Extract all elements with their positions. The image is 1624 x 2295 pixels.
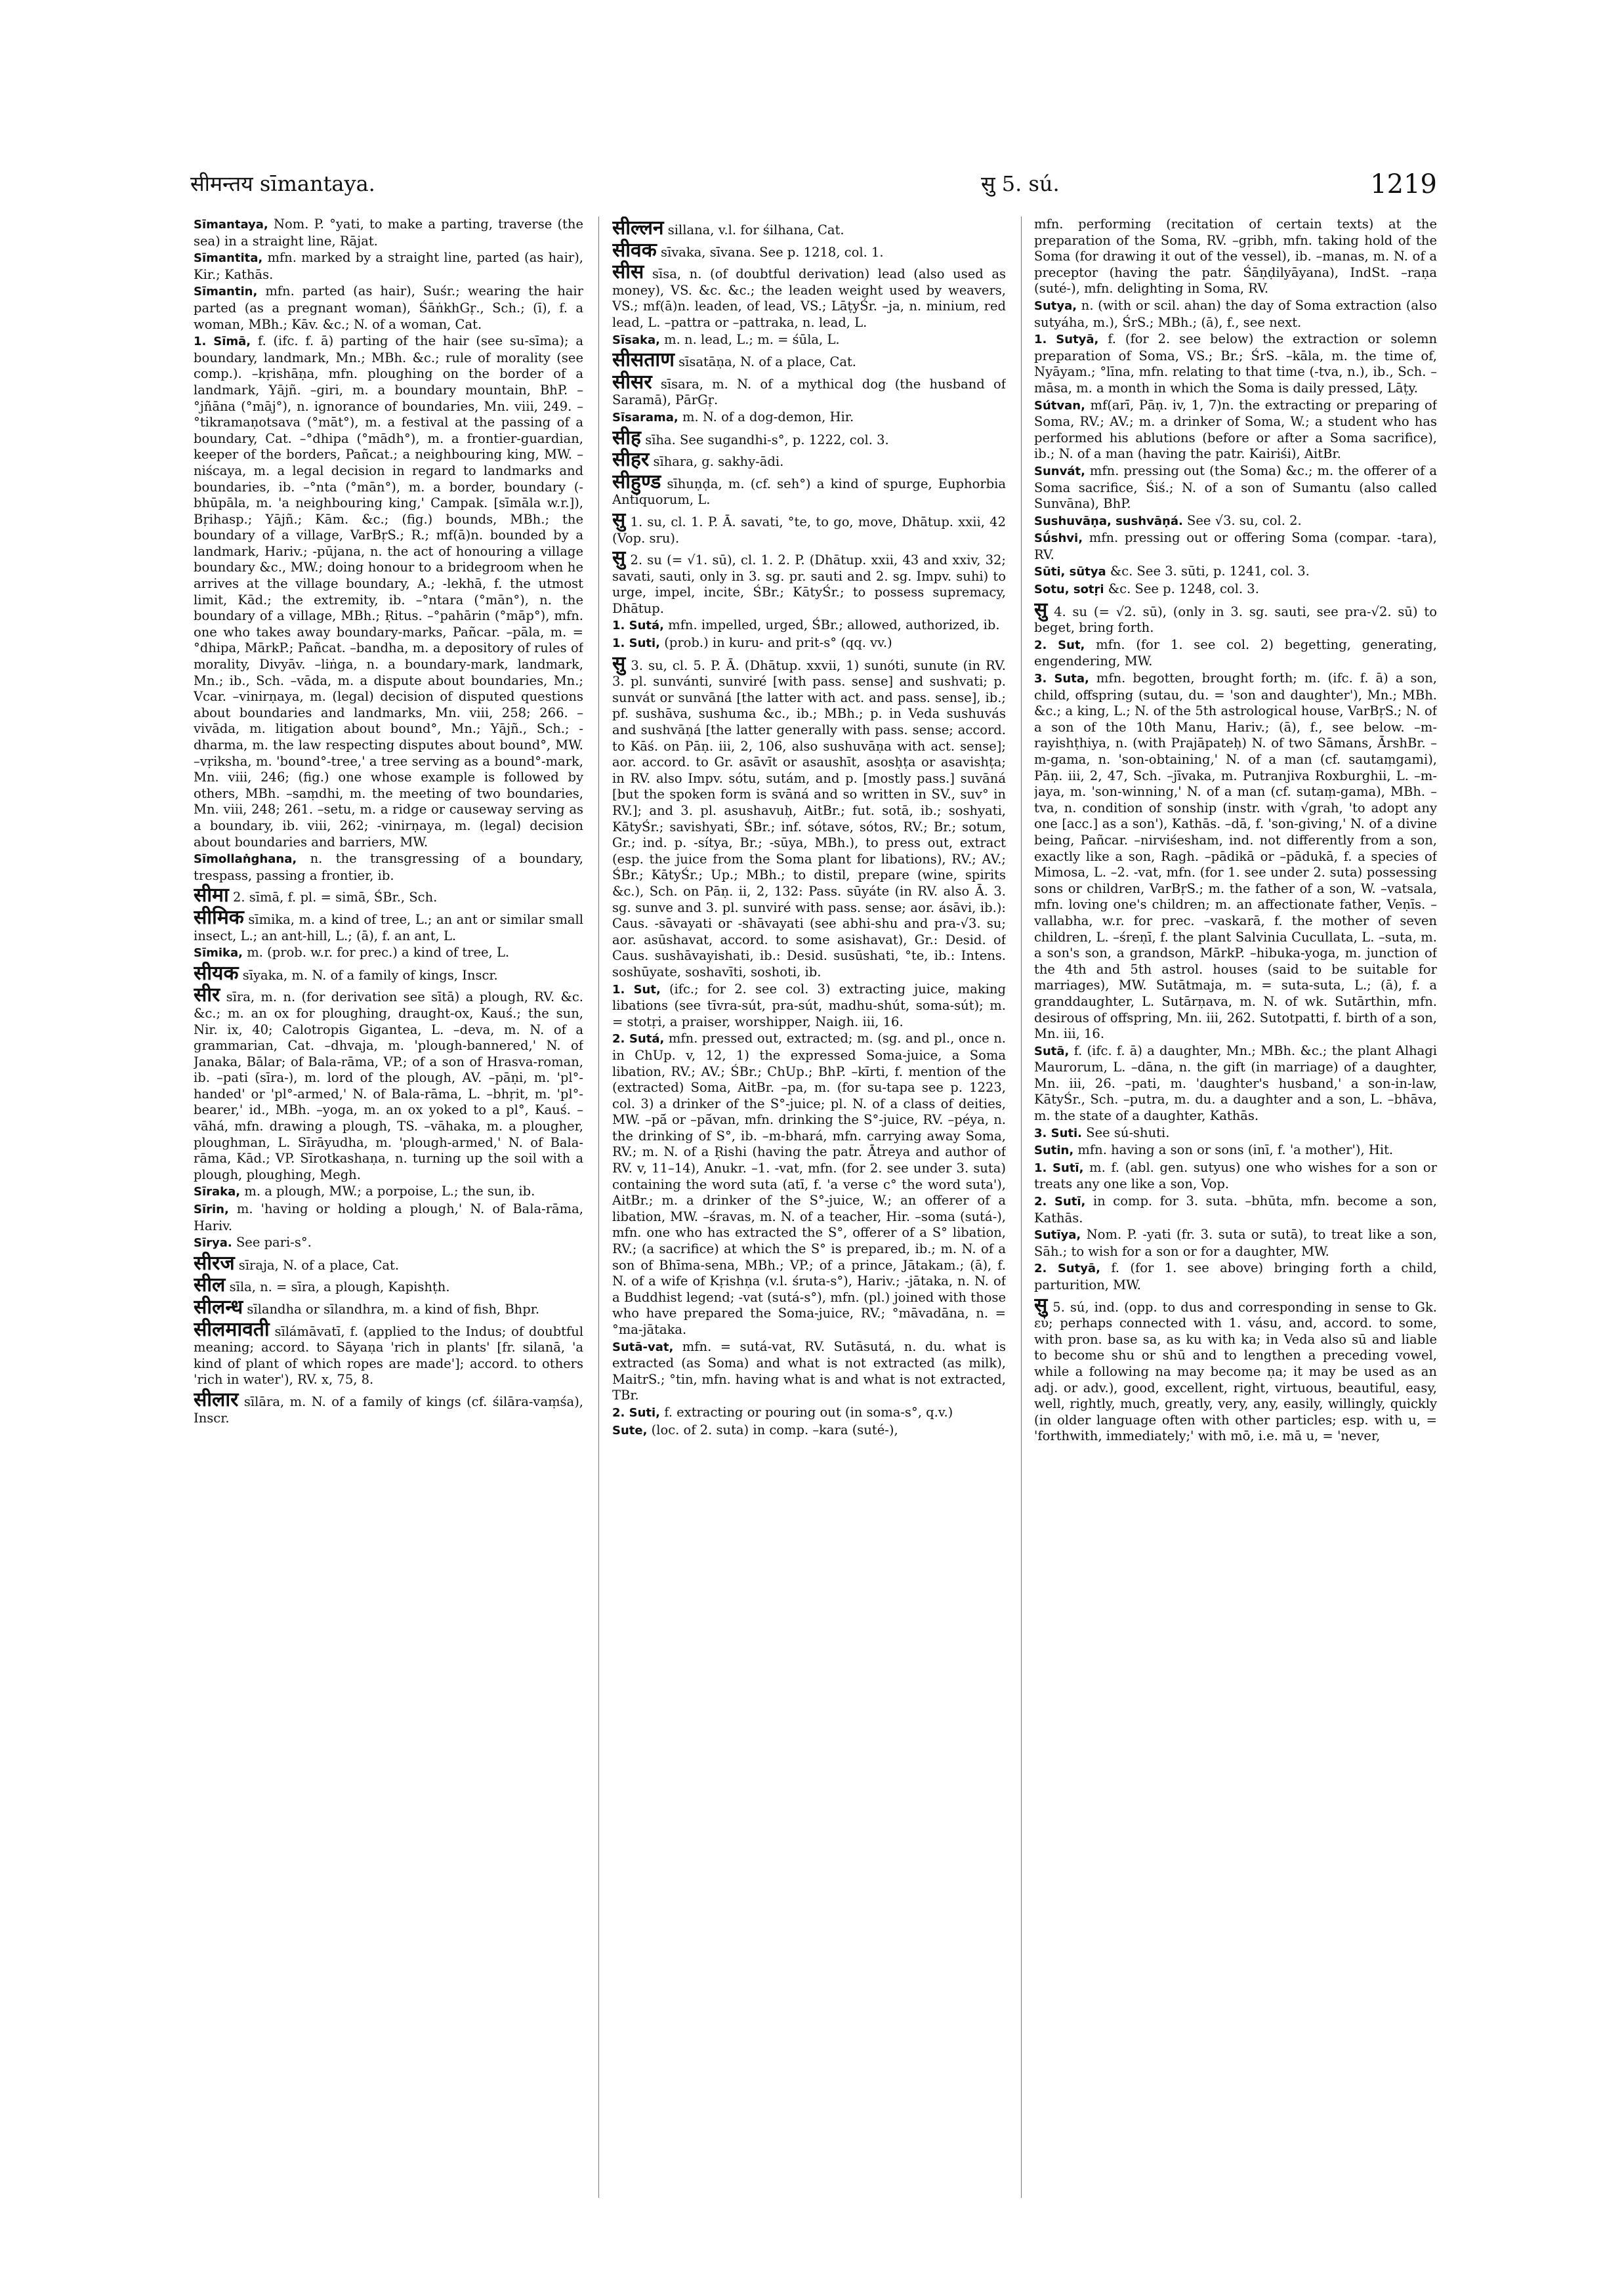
entry-headword: सीवक [612,238,657,262]
entry-headword: सील [194,1273,226,1297]
entry-headword: Sutya, [1034,299,1077,313]
dictionary-entry [194,905,583,944]
entry-text: 2. su (= √1. sū), cl. 1. 2. P. (Dhātup. xxii, 43 and xxiv, 32; savati, sauti, only in 3. sg. pr. sauti and 2. sg. Impv. suhi) to urge, impel, incite, ŚBr.; KātyŚr.; to possess supremacy, Dhātup. [612,552,1006,616]
entry-text: sīsatāṇa, N. of a place, Cat. [678,354,856,370]
entry-headword: Sīmika, [194,946,243,961]
entry-headword: सील्लन [612,217,664,239]
dictionary-entry [612,547,1006,617]
dictionary-entry [194,1296,583,1319]
dictionary-entry [194,983,583,1183]
entry-text: sīha. See sugandhi-s°, p. 1222, col. 3. [645,432,889,447]
dictionary-entry [612,409,1006,426]
entry-text: f. (for 2. see below) the extraction or solemn preparation of Soma, VS.; Br.; ŚrS. –kāla, m. the time of, Nyāyam.; °līna, mfn. relating to that time (-tva, n.), ib., Sch. –māsa, m. a month in which the Soma is daily pressed, Lāṭy. [1034,331,1437,396]
dictionary-entry [194,1184,583,1201]
entry-headword: Sushuvāṇa, sushvāṇá. [1034,514,1183,528]
entry-text: sīlāra, m. N. of a family of kings (cf. śilāra-vaṃśa), Inscr. [194,1394,583,1426]
entry-headword: Sunvát, [1034,464,1085,478]
entry-text: mfn. marked by a straight line, parted (as hair), Kir.; Kathās. [194,250,583,282]
dictionary-entry [612,651,1006,981]
entry-text: mfn. impelled, urged, ŚBr.; allowed, authorized, ib. [668,617,1000,633]
entry-headword: 1. Sīmā, [194,335,251,349]
entry-headword: सीरज [194,1251,235,1275]
entry-text: 2. sīmā, f. pl. = simā, ŚBr., Sch. [232,890,438,905]
entry-headword: सु [1034,1293,1048,1317]
entry-text: sīla, n. = sīra, a plough, Kapishṭh. [229,1279,450,1295]
dictionary-entry [1034,1043,1437,1125]
entry-text: Nom. P. -yati (fr. 3. suta or sutā), to treat like a son, Sāh.; to wish for a son or for a daughter, MW. [1034,1227,1437,1259]
entry-headword: Sīrya. [194,1236,232,1251]
entry-text: Nom. P. °yati, to make a parting, traverse (the sea) in a straight line, Rājat. [194,217,583,249]
column-1 [194,217,583,2204]
dictionary-entry [194,217,583,249]
entry-headword: 2. Suti, [612,1405,661,1420]
entry-text: m. (prob. w.r. for prec.) a kind of tree, L. [247,945,510,961]
dictionary-entry [1034,1160,1437,1193]
dictionary-entry [1034,1260,1437,1293]
entry-text: sīlámāvatī, f. (applied to the Indus; of doubtful meaning; accord. to Sāyaṇa 'rich in plants' [fr. silanā, 'a kind of plant of which ropes are made']; accord. to others 'rich in water'), RV. x, 75, 8. [194,1323,583,1388]
entry-headword: Sutin, [1034,1144,1074,1158]
entry-headword: सीमा [194,884,229,907]
entry-text: sīmika, m. a kind of tree, L.; an ant or similar small insect, L.; an ant-hill, L.; (ā), f. an ant, L. [194,911,583,943]
entry-headword: Sīmantin, [194,285,258,299]
entry-headword: Sū́shvi, [1034,531,1083,546]
entry-text: sīhara, g. sakhy-ādi. [653,454,784,470]
dictionary-entry [612,617,1006,634]
entry-text: 4. su (= √2. sū), (only in 3. sg. sauti, see pra-√2. sū) to beget, bring forth. [1034,604,1437,636]
entry-text: (ifc.; for 2. see col. 3) extracting juice, making libations (see tīvra-sút, pra-sút, madhu-shút, soma-sút); m. = stotṛi, a praiser, worshipper, Naigh. iii, 16. [612,981,1006,1029]
entry-headword: सीहर [612,448,650,472]
entry-text: f. extracting or pouring out (in soma-s°, q.v.) [664,1404,953,1420]
entry-text: n. the transgressing of a boundary, trespass, passing a frontier, ib. [194,851,583,883]
entry-headword: सीमिक [194,905,244,929]
entry-text: sīyaka, m. N. of a family of kings, Inscr. [242,967,498,983]
entry-text: sīraja, N. of a place, Cat. [238,1257,400,1273]
entry-headword: 3. Suti. [1034,1126,1083,1140]
dictionary-entry [612,1405,1006,1422]
entry-text: See sú-shuti. [1086,1125,1170,1140]
dictionary-entry [194,851,583,884]
entry-headword: 1. Suti, [612,636,661,651]
page-header [190,169,1437,209]
entry-headword: सीस [612,260,644,284]
entry-headword: सीर [194,983,220,1007]
dictionary-entry [1034,217,1437,297]
dictionary-entry [612,260,1006,331]
entry-text: mfn. pressing out or offering Soma (compar. -tara), RV. [1034,530,1437,562]
column-divider-2 [1021,217,1022,2198]
entry-text: See pari-s°. [236,1235,312,1251]
dictionary-entry [612,370,1006,409]
entry-headword: Sīmantita, [194,251,263,266]
entry-text: &c. See p. 1248, col. 3. [1108,581,1259,597]
entry-text: sīhuṇḍa, m. (cf. seh°) a kind of spurge, Euphorbia Antiquorum, L. [612,476,1006,508]
dictionary-entry [194,333,583,850]
dictionary-entry [612,635,1006,652]
entry-headword: Sotu, sotṛi [1034,583,1104,597]
dictionary-entry [194,1201,583,1234]
entry-headword: Sutā-vat, [612,1340,674,1354]
dictionary-entry [612,332,1006,349]
entry-text: 5. sú, ind. (opp. to dus and corresponding in sense to Gk. εὖ; perhaps connected with 1. vásu, and, accord. to some, with pron. base sa, as ku with ka; in Veda also sū and liable to become shu or shū and to lengthen a preceding vowel, while a following na may become ṇa; it may be used as an adj. or adv.), good, excellent, right, virtuous, beautiful, easy, well, rightly, much, greatly, very, any, easily, willingly, quickly (in older language often with other particles; esp. with u, = 'forthwith, immediately;' with mō, i.e. mā u, = 'never, [1034,1299,1437,1444]
entry-text: n. (with or scil. ahan) the day of Soma extraction (also sutyáha, m.), ŚrS.; MBh.; (ā), f., see next. [1034,297,1437,330]
dictionary-entry [1034,530,1437,563]
entry-text: See √3. su, col. 2. [1187,512,1302,528]
dictionary-entry [194,1273,583,1297]
dictionary-entry [194,1235,583,1252]
entry-headword: 2. Sutī, [1034,1195,1086,1209]
entry-text: m. a plough, MW.; a porpoise, L.; the sun, ib. [244,1184,535,1199]
dictionary-entry [1034,637,1437,670]
entry-text: mfn. = sutá-vat, RV. Sutāsutá, n. du. what is extracted (as Soma) and what is not extracted (as milk), MaitrS.; °tin, mfn. having what is and what is not extracted, TBr. [612,1338,1006,1403]
entry-text: in comp. for 3. suta. –bhūta, mfn. become a son, Kathās. [1034,1193,1437,1226]
entry-text: &c. See 3. sūti, p. 1241, col. 3. [1110,564,1310,579]
entry-text: mf(arī, Pāṇ. iv, 1, 7)n. the extracting or preparing of Soma, RV.; AV.; m. a drinker of Soma, W.; a student who has performed his ablutions (before or after a Soma sacrifice), ib.; N. of a man (having the patr. Kairiśi), AitBr. [1034,397,1437,462]
entry-headword: Sīraka, [194,1185,241,1199]
entry-text: mfn. (for 1. see col. 2) begetting, generating, engendering, MW. [1034,636,1437,669]
dictionary-entry [1034,1193,1437,1226]
dictionary-entry [612,238,1006,262]
entry-text: m. N. of a dog-demon, Hir. [682,409,854,424]
dictionary-entry [612,348,1006,372]
entry-text: m. n. lead, L.; m. = śūla, L. [664,331,840,347]
entry-text: f. (ifc. f. ā) parting of the hair (see su-sīma); a boundary, landmark, Mn.; MBh. &c.; rule of morality (see comp.). –kṛishāṇa, mfn. ploughing on the border of a landmark, Yājñ. –giri, m. a boundary mountain, BhP. –°jñāna (°māj°), n. ignorance of boundaries, Mn. viii, 249. –°tikramaṇotsava (°māt°), m. a festival at the passing of a boundary, Cat. –°dhipa (°mādh°), m. a frontier-guardian, keeper of the borders, Pañcat.; a neighbouring king, MW. –niścaya, m. a legal decision in regard to landmarks and boundaries, ib. –°nta (°mān°), m. a border, boundary (-bhūpāla, m. 'a neighbouring king,' Campak. [sīmāla w.r.]), Bṛihasp.; Yājñ.; Kām. &c.; (fig.) bounds, MBh.; the boundary of a village, VarBṛS.; R.; mf(ā)n. bounded by a landmark, Hariv.; -pūjana, n. the act of honouring a village boundary &c., MW.; doing honour to a bridegroom when he arrives at the village boundary, A.; -lekhā, f. the utmost limit, Kād.; the extremity, ib. –°ntara (°mān°), n. the boundary of a village, MBh.; Ṛitus. –°pahārin (°māp°), mfn. one who takes away boundary-marks, Pañcar. –pāla, m. = °dhipa, MārkP.; Pañcat. –bandha, m. a depository of rules of morality, Divyāv. –liṅga, n. a boundary-mark, landmark, Mn.; ib., Sch. –vāda, m. a dispute about boundaries, Mn.; Vcar. –vinirṇaya, m. (legal) decision of disputed questions about boundaries and landmarks, Mn. viii, 258; 266. –vivāda, m. litigation about bound°, Mn.; Yājñ., Sch.; -dharma, m. the law respecting disputes about bound°, MW. –vṛiksha, m. 'bound°-tree,' a tree serving as a bound°-mark, Mn. viii, 246; (fig.) one whose example is followed by others, MBh. –saṃdhi, m. the meeting of two boundaries, Mn. viii, 248; 261. –setu, m. a ridge or causeway serving as a boundary, ib. viii, 262; -vinirṇaya, m. (legal) decision about boundaries and barriers, MW. [194,333,583,850]
entry-headword: सु [612,508,626,531]
dictionary-entry [194,884,583,907]
entry-headword: 2. Sutyā, [1034,1262,1100,1276]
entry-headword: Sūti, sūtya [1034,565,1106,579]
entry-text: mfn. pressed out, extracted; m. (sg. and pl., once n. in ChUp. v, 12, 1) the expressed Soma-juice, a Soma libation, RV.; AV.; ŚBr.; ChUp.; BhP. –kīrti, f. mention of the (extracted) Soma, AitBr. –pa, m. (for su-tapa see p. 1223, col. 3) a drinker of the S°-juice; pl. N. of a class of deities, MW. –pā́ or –pā́van, mfn. drinking the S°-juice, RV. –péya, n. the drinking of S°, ib. –m-bhará, mfn. carrying away Soma, RV.; m. N. of a Ṛishi (having the patr. Ātreya and author of RV. v, 11–14), Anukr. –1. -vat, mfn. (for 2. see under 3. suta) containing the word suta (atī, f. 'a verse c° the word suta'), AitBr.; m. a drinker of the S°-juice, W.; an offerer of a libation, MW. –śravas, m. N. of a teacher, Hir. –soma (sutá-), mfn. one who has extracted the S°, offerer of a S° libation, RV.; (a sacrifice) at which the S° is prepared, ib.; m. N. of a son of Bhīma-sena, MBh.; VP.; of a prince, Jātakam.; (ā), f. N. of a wife of Kṛishṇa (v.l. śruta-s°), Hariv.; -jātaka, n. N. of a Buddhist legend; -vat (sutá-s°), mfn. (pl.) joined with those who have prepared the Soma-juice, RV.; °māvadāna, n. = °ma-jātaka. [612,1031,1006,1337]
dictionary-entry [1034,1293,1437,1445]
entry-text: m. f. (abl. gen. sutyus) one who wishes for a son or treats any one like a son, Vop. [1034,1159,1437,1192]
entry-text: mfn. parted (as hair), Suśr.; wearing the hair parted (as a pregnant woman), ŚāṅkhGṛ., Sch.; (ī), f. a woman, MBh.; Kāv. &c.; N. of a woman, Cat. [194,283,583,332]
dictionary-entry [194,1251,583,1275]
column-divider-1 [598,217,599,2198]
entry-headword: सीसताण [612,348,675,372]
page-number: 1219 [1370,169,1437,199]
dictionary-entry [1034,331,1437,396]
entry-headword: Sīsaka, [612,333,660,347]
entry-text: mfn. pressing out (the Soma) &c.; m. the offerer of a Soma sacrifice, Śiś.; N. of a son of Sumantu (also called Sunvāna), BhP. [1034,463,1437,512]
dictionary-entry [1034,1125,1437,1142]
entry-headword: सीह [612,426,641,449]
entry-text: sillana, v.l. for śilhana, Cat. [667,222,844,238]
entry-headword: 1. Sutī, [1034,1161,1084,1175]
entry-headword: सीसर [612,370,652,394]
entry-text: sīra, m. n. (for derivation see sītā) a plough, RV. &c. &c.; m. an ox for ploughing, draught-ox, Kauś.; the sun, Nir. ix, 40; Calotropis Gigantea, L. –deva, m. N. of a grammarian, Cat. –dhvaja, m. 'plough-bannered,' N. of Janaka, Bālar; of Bala-rāma, VP.; of a son of Hrasva-roman, ib. –pati (sīra-), m. lord of the plough, AV. –pāṇi, m. 'pl°-handed' or 'pl°-armed,' N. of Bala-rāma, L. –bhṛit, m. 'pl°-bearer,' id., MBh. –yoga, m. an ox yoked to a pl°, Kauś. –vāhá, mfn. drawing a plough, TS. –vāhaka, m. a plougher, ploughman, L. Sīrāyudha, m. 'plough-armed,' N. of Bala-rāma, Kād.; VP. Sīrotkashaṇa, n. turning up the soil with a plough, ploughing, Megh. [194,989,583,1182]
dictionary-entry [612,982,1006,1031]
entry-headword: सीलन्ध [194,1296,243,1319]
dictionary-entry [194,283,583,333]
dictionary-entry [1034,564,1437,581]
column-2 [612,217,1006,2204]
dictionary-entry [1034,463,1437,512]
entry-headword: 3. Suta, [1034,672,1089,686]
dictionary-entry [194,1388,583,1426]
entry-text: mfn. performing (recitation of certain texts) at the preparation of the Soma, RV. –gṛibh, mfn. taking hold of the Soma (for drawing it out of the vessel), ib. –manas, m. N. of a preceptor (having the patr. Śāṇḍilyāyana), IndSt. –raṇa (suté-), mfn. delighting in Soma, RV. [1034,217,1437,297]
entry-text: f. (ifc. f. ā) a daughter, Mn.; MBh. &c.; the plant Alhagi Maurorum, L. –dāna, n. the gift (in marriage) of a daughter, Mn. iii, 26. –pati, m. 'daughter's husband,' a son-in-law, KātyŚr., Sch. –putra, m. du. a daughter and a son, L. –bhāva, m. the state of a daughter, Kathās. [1034,1043,1437,1124]
dictionary-entry [1034,598,1437,636]
entry-headword: सु [612,651,626,675]
dictionary-entry [194,961,583,985]
entry-text: mfn. begotten, brought forth; m. (ifc. f. ā) a son, child, offspring (sutau, du. = 'son and daughter'), Mn.; MBh. &c.; a king, L.; N. of the 5th astrological house, VarBṛS.; N. of a son of the 10th Manu, Hariv.; (ā), f., see below. –m-rayishṭhiya, n. (with Prajāpateḥ) N. of two Sāmans, ĀrshBr. –m-gama, n. 'son-obtaining,' N. of a man (cf. sautaṃgami), Pāṇ. iii, 2, 47, Sch. –jīvaka, m. Putranjiva Roxburghii, L. –m-jaya, m. 'son-winning,' N. of a man (cf. sutaṃ-gama), MBh. –tva, n. condition of sonship (instr. with √grah, 'to adopt any one [acc.] as a son'), Kathās. –dā, f. 'son-giving,' N. of a divine being, Pañcar. –nirviśesham, ind. not differently from a son, exactly like a son, Ragh. –pādikā or –pādukā, f. a species of Mimosa, L. –2. -vat, mfn. (for 1. see under 2. suta) possessing sons or children, VarBṛS.; m. the father of a son, W. –vatsala, mfn. loving one's children; m. an affectionate father, Veṇīs. –vallabha, w.r. for prec. –vaskarā, f. the mother of seven children, L. –śreṇī, f. the plant Salvinia Cucullata, L. –suta, m. a son's son, a grandson, MārkP. –hibuka-yoga, m. junction of the 4th and 5th astrol. houses (said to be suitable for marriages), MW. Sutātmaja, m. = suta-suta, L.; (ā), f. a granddaughter, L. Sutārṇava, m. N. of wk. Sutārthin, mfn. desirous of offspring, Mn. iii, 262. Sutotpatti, f. birth of a son, Mn. iii, 16. [1034,671,1437,1042]
entry-headword: Sīmantaya, [194,218,268,232]
entry-text: sīsa, n. (of doubtful derivation) lead (also used as money), VS. &c. &c.; the leaden weight used by weavers, VS.; mf(ā)n. leaden, of lead, VS.; LāṭyŚr. –ja, n. minium, red lead, L. –pattra or –pattraka, n. lead, L. [612,266,1006,330]
dictionary-entry [1034,513,1437,530]
dictionary-entry [194,250,583,283]
entry-headword: 2. Sut, [1034,638,1085,652]
dictionary-entry [1034,1227,1437,1260]
dictionary-entry [1034,581,1437,598]
dictionary-entry [612,508,1006,547]
entry-headword: सीयक [194,961,239,985]
entry-text: 3. su, cl. 5. P. Ā. (Dhātup. xxvii, 1) sunóti, sunute (in RV. 3. pl. sunvánti, sunviré [with pass. sense] and sushvati; p. sunvát or sunvāná [the latter with act. and pass. sense], ib.; pf. sushāva, sushuma &c., ib.; MBh.; p. in Veda sushuvás and sushvāṇá [the latter generally with pass. sense; accord. to Kāś. on Pāṇ. iii, 2, 106, also sushuvāṇa with act. sense]; aor. accord. to Gr. asāvīt or asaushīt, asosḥṭa or asavishṭa; in RV. also Impv. sótu, sutám, and p. [mostly pass.] suvāná [but the spoken form is svāná and so written in SV., suv° in RV.]; and 3. pl. asushavuḥ, AitBr.; fut. sotā, ib.; soshyati, KātyŚr.; savishyati, ŚBr.; inf. sótave, sótos, RV.; Br.; sotum, Gr.; ind. p. -sítya, Br.; -sūya, MBh.), to press out, extract (esp. the juice from the Soma plant for libations), RV.; AV.; ŚBr.; KātyŚr.; Up.; MBh.; to distil, prepare (wine, spirits &c.), Sch. on Pāṇ. ii, 2, 132: Pass. sūyáte (in RV. also Ā. 3. sg. sunve and 3. pl. sunviré with pass. sense; aor. ásāvi, ib.): Caus. -sāvayati or -shāvayati (see abhi-shu and pra-√3. su; aor. asūshavat, accord. to some asishavat), Gr.: Desid. of Caus. sushāvayishati, ib.: Desid. susūshati, °te, ib.: Intens. soshūyate, soshavīti, soshoti, ib. [612,657,1006,980]
dictionary-entry [612,217,1006,239]
dictionary-entry [1034,671,1437,1043]
dictionary-entry [194,945,583,962]
dictionary-entry [612,448,1006,472]
entry-text: sīsara, m. N. of a mythical dog (the husband of Saramā), PārGṛ. [612,376,1006,408]
dictionary-entry [612,1031,1006,1338]
entry-headword: Sutā, [1034,1044,1070,1058]
entry-text: mfn. having a son or sons (inī, f. 'a mother'), Hit. [1077,1142,1394,1158]
dictionary-entry [1034,398,1437,463]
entry-text: sīvaka, sīvana. See p. 1218, col. 1. [660,244,884,260]
entry-headword: Sute, [612,1423,648,1437]
entry-text: f. (for 1. see above) bringing forth a child, parturition, MW. [1034,1260,1437,1292]
entry-headword: Sīsarama, [612,410,678,424]
entry-headword: 1. Sut, [612,982,661,997]
column-3 [1034,217,1437,2204]
running-head-left: सीमन्तय sīmantaya. [190,171,375,196]
entry-headword: सीहुण्ड [612,470,661,493]
entry-headword: सीलमावती [194,1317,270,1341]
dictionary-entry [612,1339,1006,1404]
entry-headword: Sútvan, [1034,398,1085,413]
entry-headword: 2. Sutá, [612,1032,665,1046]
entry-headword: Sīrin, [194,1203,229,1217]
entry-text: (prob.) in kuru- and prit-s° (qq. vv.) [664,635,892,651]
entry-headword: सीलार [194,1388,239,1411]
dictionary-entry [1034,298,1437,331]
entry-text: (loc. of 2. suta) in comp. –kara (suté-), [651,1422,898,1437]
dictionary-entry [194,1317,583,1388]
entry-text: m. 'having or holding a plough,' N. of Bala-rāma, Hariv. [194,1201,583,1233]
entry-text: 1. su, cl. 1. P. Ā. savati, °te, to go, move, Dhātup. xxii, 42 (Vop. sru). [612,514,1006,546]
dictionary-entry [612,1422,1006,1439]
running-head-right: सु 5. sú. [981,171,1060,196]
entry-text: sīlandha or sīlandhra, m. a kind of fish, Bhpr. [247,1302,540,1317]
dictionary-entry [612,426,1006,449]
entry-headword: Sīmollaṅghana, [194,852,297,867]
dictionary-entry [612,470,1006,508]
entry-headword: 1. Sutá, [612,619,664,633]
entry-headword: 1. Sutyā, [1034,333,1099,347]
entry-headword: सु [1034,598,1048,621]
entry-headword: Sutīya, [1034,1228,1081,1243]
dictionary-entry [1034,1142,1437,1159]
entry-headword: सु [612,547,626,570]
